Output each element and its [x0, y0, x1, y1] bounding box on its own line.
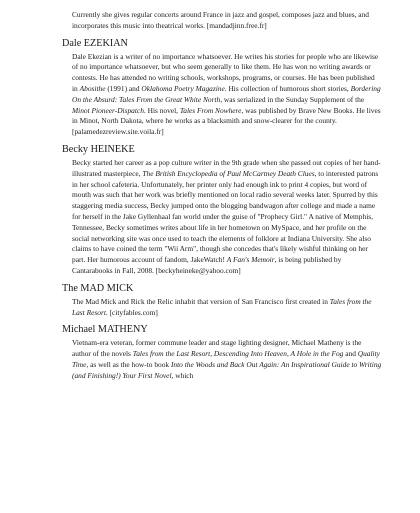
- contributor-name-heineke: Becky HEINEKE: [62, 143, 135, 155]
- bio-text-heineke: Becky started her career as a pop culture writer in the 9th grade when she passed out copies of her hand-illustrated masterpiece, The British Encyclopedia of Paul McCartney Death Clues, to interested patrons in her school cafeteria. Unfortunately, her printer only had enough ink to print 4 copies, but word of mouth was such that her work was briefly mentioned on local radio several weeks later. Spurred by this staggering media success, Becky jumped onto the blogging bandwagon after college and made a name for herself in the Jake Gyllenhaal fan world under the guise of "Prophecy Girl." A native of Memphis, Tennessee, Becky sometimes writes about life in her hometown on MySpace, and her profile on the social networking site was once used to teach the elements of folklore at Indiana University. She also claims to have coined the term "Wii Arm", though she concedes that's likely wishful thinking on her part. Her humorous account of fandom, JakeWatch! A Fan's Memoir, is being published by Cantarabooks in Fall, 2008. [beckyheineke@yahoo.com]: [72, 157, 381, 275]
- contributor-name-mad-mick: The MAD MICK: [62, 282, 134, 294]
- bio-text-mad-mick: The Mad Mick and Rick the Relic inhabit that version of San Francisco first created in Tales from the Last Resort. [cityfables.com]: [72, 296, 372, 317]
- contributors-list: [62, 10, 382, 382]
- bio-text-continued: Currently she gives regular concerts around France in jazz and gospel, composes jazz and blues, and incorporates this music into theatrical works. [mandadjinn.free.fr]: [72, 10, 369, 30]
- contributor-name-ezekian: Dale EZEKIAN: [62, 37, 128, 49]
- contributor-name-matheny: Michael MATHENY: [62, 324, 148, 336]
- bio-text-ezekian: Dale Ekezian is a writer of no importance whatsoever. He writes his stories for people who are likewise of no importance whatsoever, but who seem generally to like them. He has won no writing awards or contests. He has attended no writing schools, workshops, programs, or courses. He has been published in Abosithe (1991) and Oklahoma Poetry Magazine. His collection of humorous short stories, Bordering On the Absurd: Tales From the Great White North, was serialized in the Sunday Supplement of the Minot Pioneer-Dispatch. His novel, Tales From Nowhere, was published by Brave New Books. He lives in Minot, North Dakota, where he works as a blacksmith and snow-clearer for the county. [palamedezreview.site.voila.fr]: [72, 51, 381, 137]
- bio-text-matheny: Vietnam-era veteran, former commune leader and stage lighting designer, Michael Matheny is the author of the novels Tales from the Last Resort, Descending Into Heaven, A Hole in the Fog and Quality Time, as well as the how-to book Into the Woods and Back Out Again: An Inspirational Guide to Writing (and Finishing!) Your First Novel, which: [72, 338, 382, 380]
